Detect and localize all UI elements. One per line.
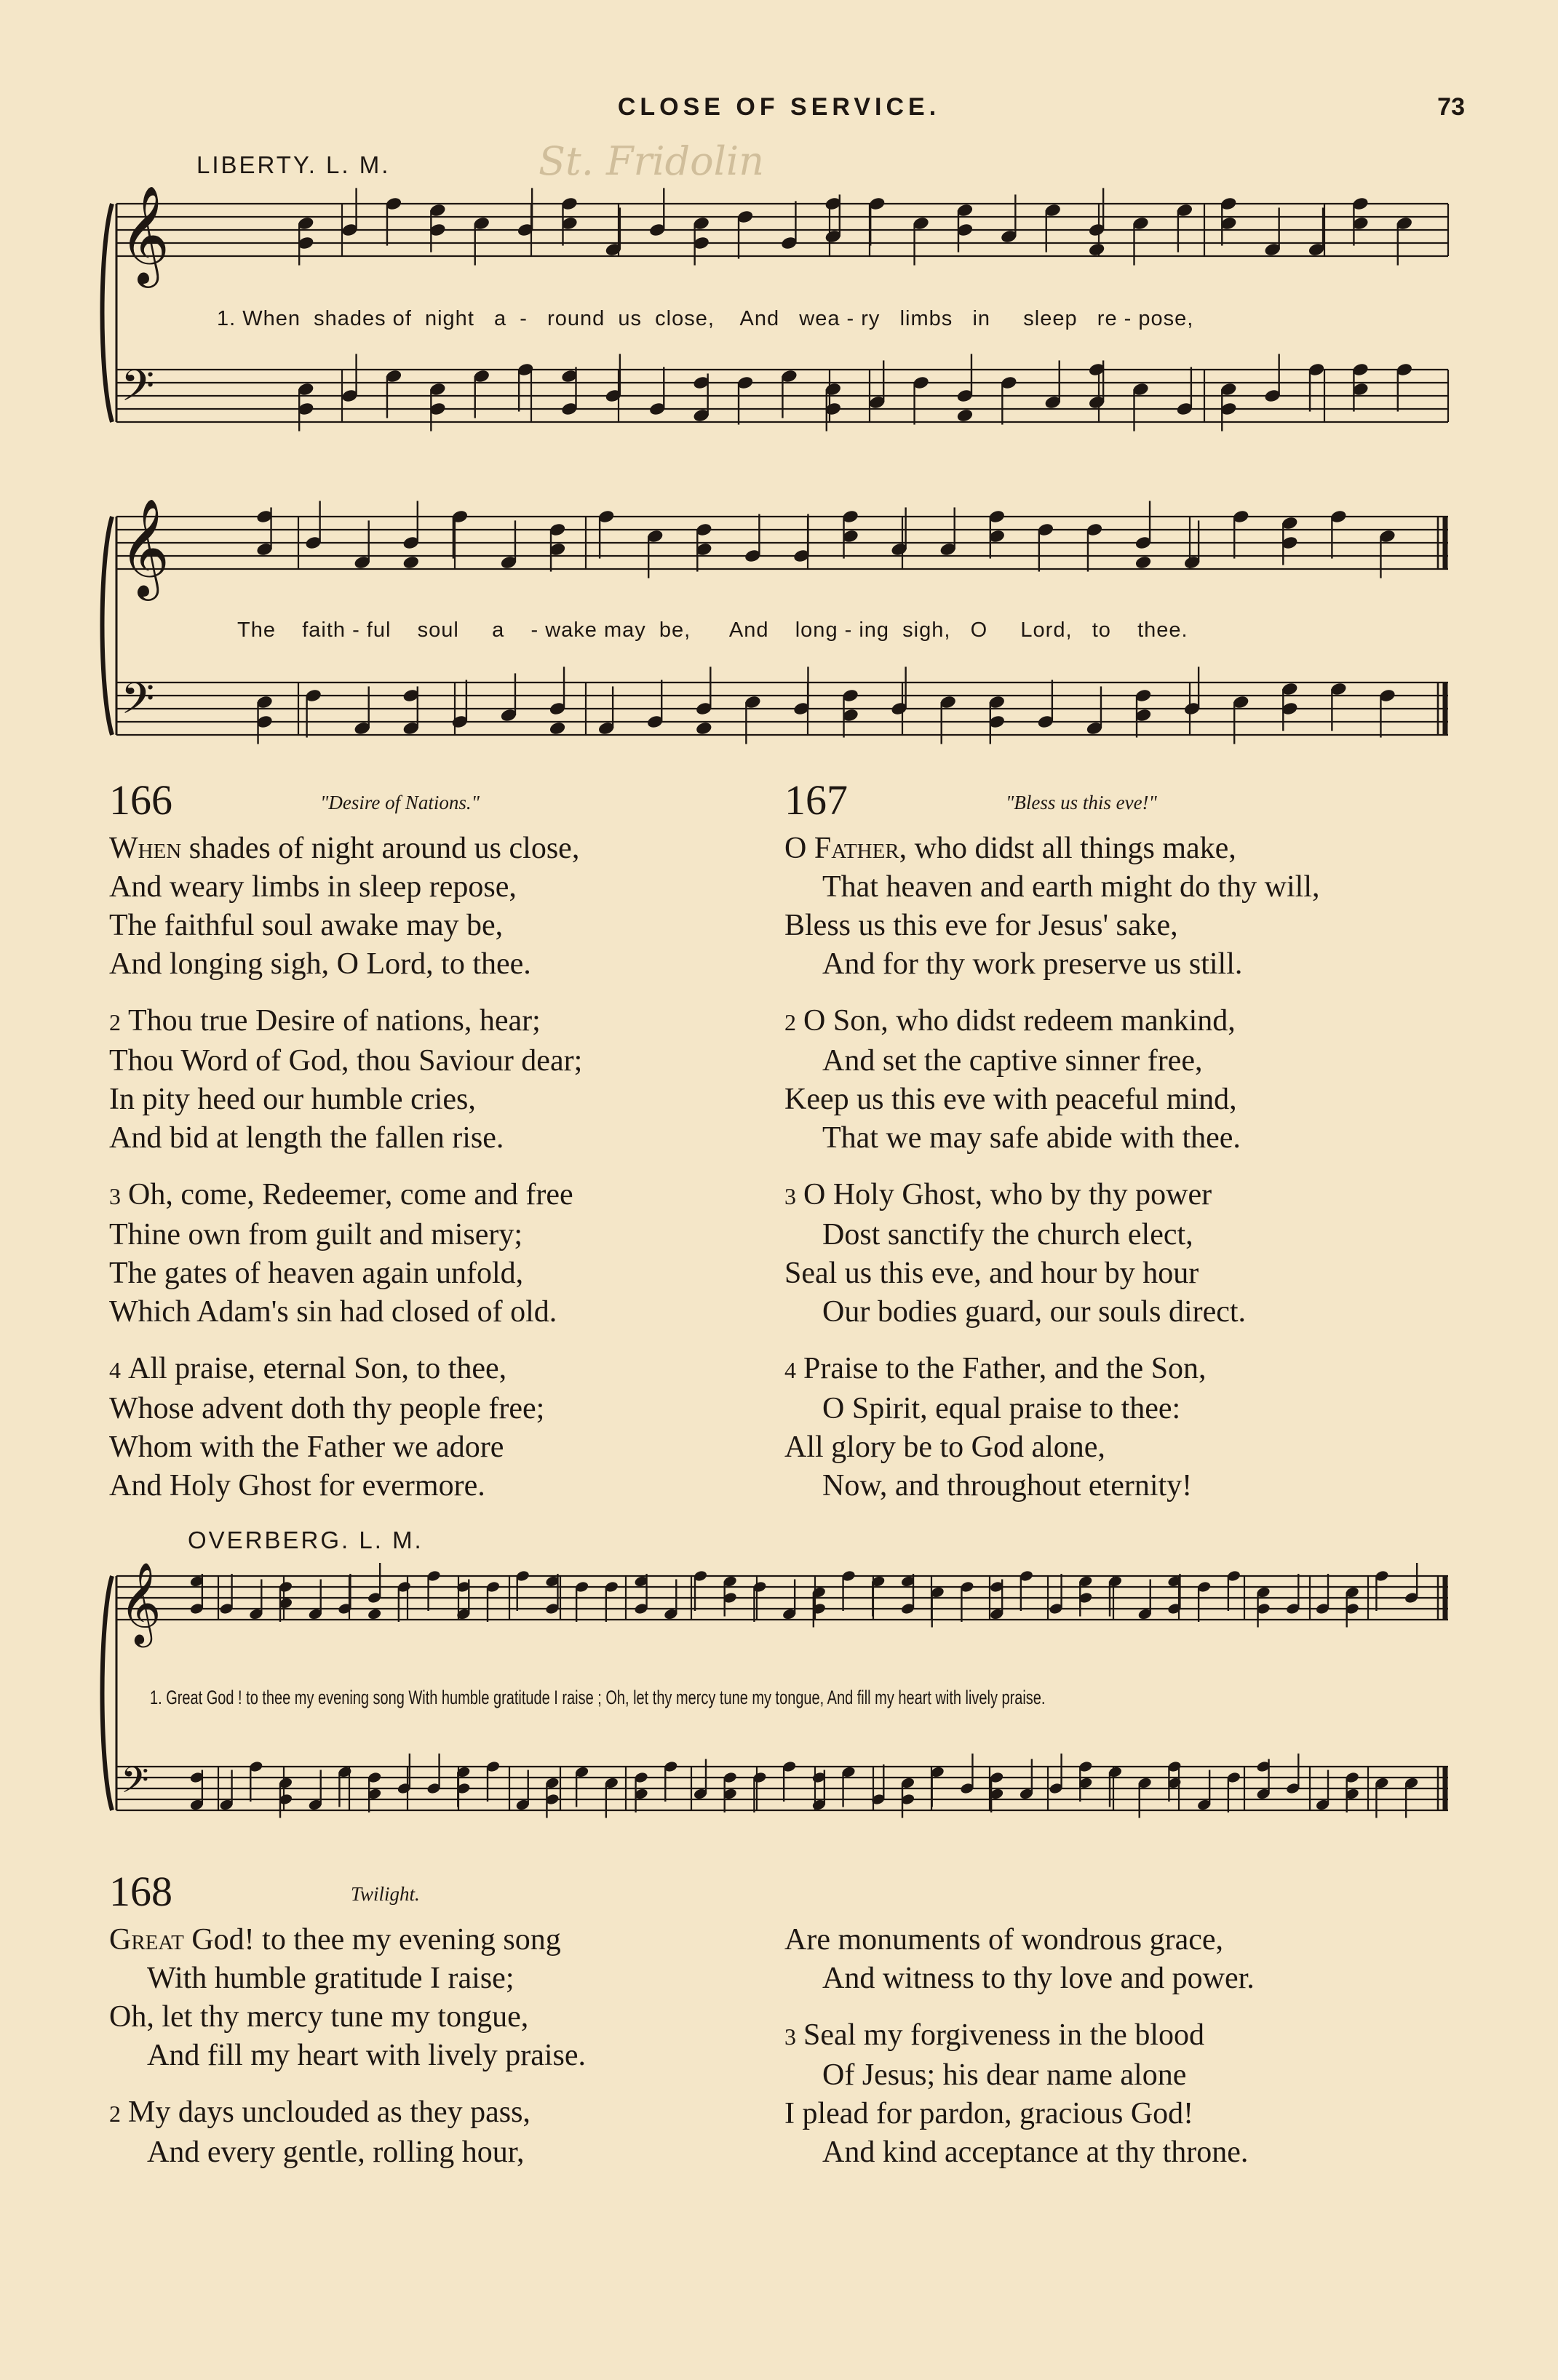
verse-line: Oh, come, Redeemer, come and free [128,1178,573,1211]
verse-line: Great God! to thee my evening song [109,1923,561,1957]
stanza-number: 3 [784,1183,796,1209]
stanza-2 [109,2093,764,2172]
verse-line: Thou Word of God, thou Saviour dear; [109,1044,583,1078]
verse-line: My days unclouded as they pass, [128,2096,530,2129]
verse-line: Are monuments of wondrous grace, [784,1923,1224,1957]
verse-line: O Son, who didst redeem mankind, [803,1004,1236,1038]
verse-line: Thou true Desire of nations, hear; [128,1004,541,1038]
verse-line: Keep us this eve with peaceful mind, [784,1083,1237,1116]
verse-line: That heaven and earth might do thy will, [822,870,1320,904]
verse-line: The gates of heaven again unfold, [109,1257,524,1290]
stanza-number: 2 [109,2101,121,2127]
running-head: CLOSE OF SERVICE. [617,93,941,121]
hymn-167-text [784,829,1483,1505]
verse-line: Whose advent doth thy people free; [109,1392,545,1425]
stanza-number: 3 [109,1183,121,1209]
verse-line: I plead for pardon, gracious God! [784,2097,1194,2130]
verse-line: Our bodies guard, our souls direct. [822,1295,1247,1329]
tune-name-liberty: LIBERTY. L. M. [196,151,391,178]
hymn-number-166: 166 [109,776,172,824]
page-number: 73 [1437,93,1465,121]
verse-line: And fill my heart with lively praise. [147,2039,587,2072]
stanza-3 [109,1176,764,1332]
stanza-2 [109,1002,764,1158]
verse-line: Thine own from guilt and misery; [109,1218,523,1251]
brace [103,1576,113,1810]
verse-line: And for thy work preserve us still. [822,947,1243,981]
verse-line: The faithful soul awake may be, [109,909,504,942]
verse-line: And longing sigh, O Lord, to thee. [109,947,531,981]
stanza-2-cont [784,1921,1483,1998]
note-head [1088,242,1105,257]
verse-line: And witness to thy love and power. [822,1962,1255,1995]
verse-line: Oh, let thy mercy tune my tongue, [109,2000,529,2034]
verse-line: Praise to the Father, and the Son, [803,1352,1207,1385]
stanza-2 [784,1002,1483,1158]
verse-line: And Holy Ghost for evermore. [109,1469,485,1503]
hymn-title-167: "Bless us this eve!" [1006,792,1157,813]
verse-line: Of Jesus; his dear name alone [822,2058,1187,2092]
hymn-number-167: 167 [784,776,848,824]
verse-line: All glory be to God alone, [784,1430,1105,1464]
bass-clef-icon: 𝄢 [121,360,155,421]
bass-clef-icon: 𝄢 [121,673,155,734]
verse-line: O Spirit, equal praise to thee: [822,1392,1181,1425]
note-head [367,1608,381,1620]
verse-line: Dost sanctify the church elect, [822,1218,1193,1251]
tune-name-overberg: OVERBERG. L. M. [188,1527,424,1553]
hymn-title-166: "Desire of Nations." [320,792,480,813]
verse-line: Which Adam's sin had closed of old. [109,1295,557,1329]
hymn-title-168: Twilight. [351,1883,420,1905]
hymn-168-col-1 [109,1921,764,2172]
verse-line: Seal my forgiveness in the blood [803,2018,1204,2052]
verse-line: And set the captive sinner free, [822,1044,1203,1078]
stanza-3 [784,2016,1483,2172]
verse-line: Seal us this eve, and hour by hour [784,1257,1199,1290]
verse-line: With humble gratitude I raise; [147,1962,514,1995]
brace [103,204,113,422]
stanza-number: 2 [109,1009,121,1035]
stanza-1 [109,829,764,984]
liberty-lyrics-line-2: The faith - ful soul a - wake may be, And long - ing sigh, O Lord, to thee. [237,618,1188,642]
stanza-3 [784,1176,1483,1332]
verse-line: All praise, eternal Son, to thee, [128,1352,507,1385]
handwritten-annotation: St. Fridolin [538,138,764,184]
stanza-1 [784,829,1483,984]
treble-clef-icon: 𝄞 [119,1561,162,1644]
treble-clef-icon: 𝄞 [119,184,170,284]
verse-line: That we may safe abide with thee. [822,1121,1241,1155]
note-head [402,555,419,570]
liberty-lyrics-line-1: 1. When shades of night a - round us close, And wea - ry limbs in sleep re - pose, [217,307,1194,330]
treble-clef-icon: 𝄞 [119,497,170,597]
hymn-168-col-2 [784,1921,1483,2172]
note-head [549,721,565,736]
note-head [1134,555,1151,570]
stanza-1 [109,1921,764,2075]
verse-line: Now, and throughout eternity! [822,1469,1193,1503]
hymn-number-168: 168 [109,1868,172,1915]
note-head [696,721,712,736]
bass-clef-icon: 𝄢 [121,1759,149,1810]
stanza-4 [109,1350,764,1505]
stanza-number: 3 [784,2023,796,2050]
overberg-lyrics-line-1: 1. Great God ! to thee my evening song With humble gratitude I raise ; Oh, let thy mercy tune my tongue, And fill my heart with lively praise. [150,1687,1046,1708]
verse-line: Whom with the Father we adore [109,1430,504,1464]
verse-line: O Father, who didst all things make, [784,832,1236,865]
verse-line: And every gentle, rolling hour, [147,2136,525,2169]
hymn-166-text [109,829,764,1505]
stanza-number: 4 [109,1357,121,1383]
verse-line: Bless us this eve for Jesus' sake, [784,909,1178,942]
verse-line: O Holy Ghost, who by thy power [803,1178,1212,1211]
note-head [956,408,973,423]
verse-line: And bid at length the fallen rise. [109,1121,504,1155]
verse-line: And weary limbs in sleep repose, [109,870,517,904]
stanza-4 [784,1350,1483,1505]
brace [103,517,113,735]
verse-line: When shades of night around us close, [109,832,580,865]
stanza-number: 2 [784,1009,796,1035]
stanza-number: 4 [784,1357,796,1383]
verse-line: And kind acceptance at thy throne. [822,2136,1249,2169]
verse-line: In pity heed our humble cries, [109,1083,476,1116]
